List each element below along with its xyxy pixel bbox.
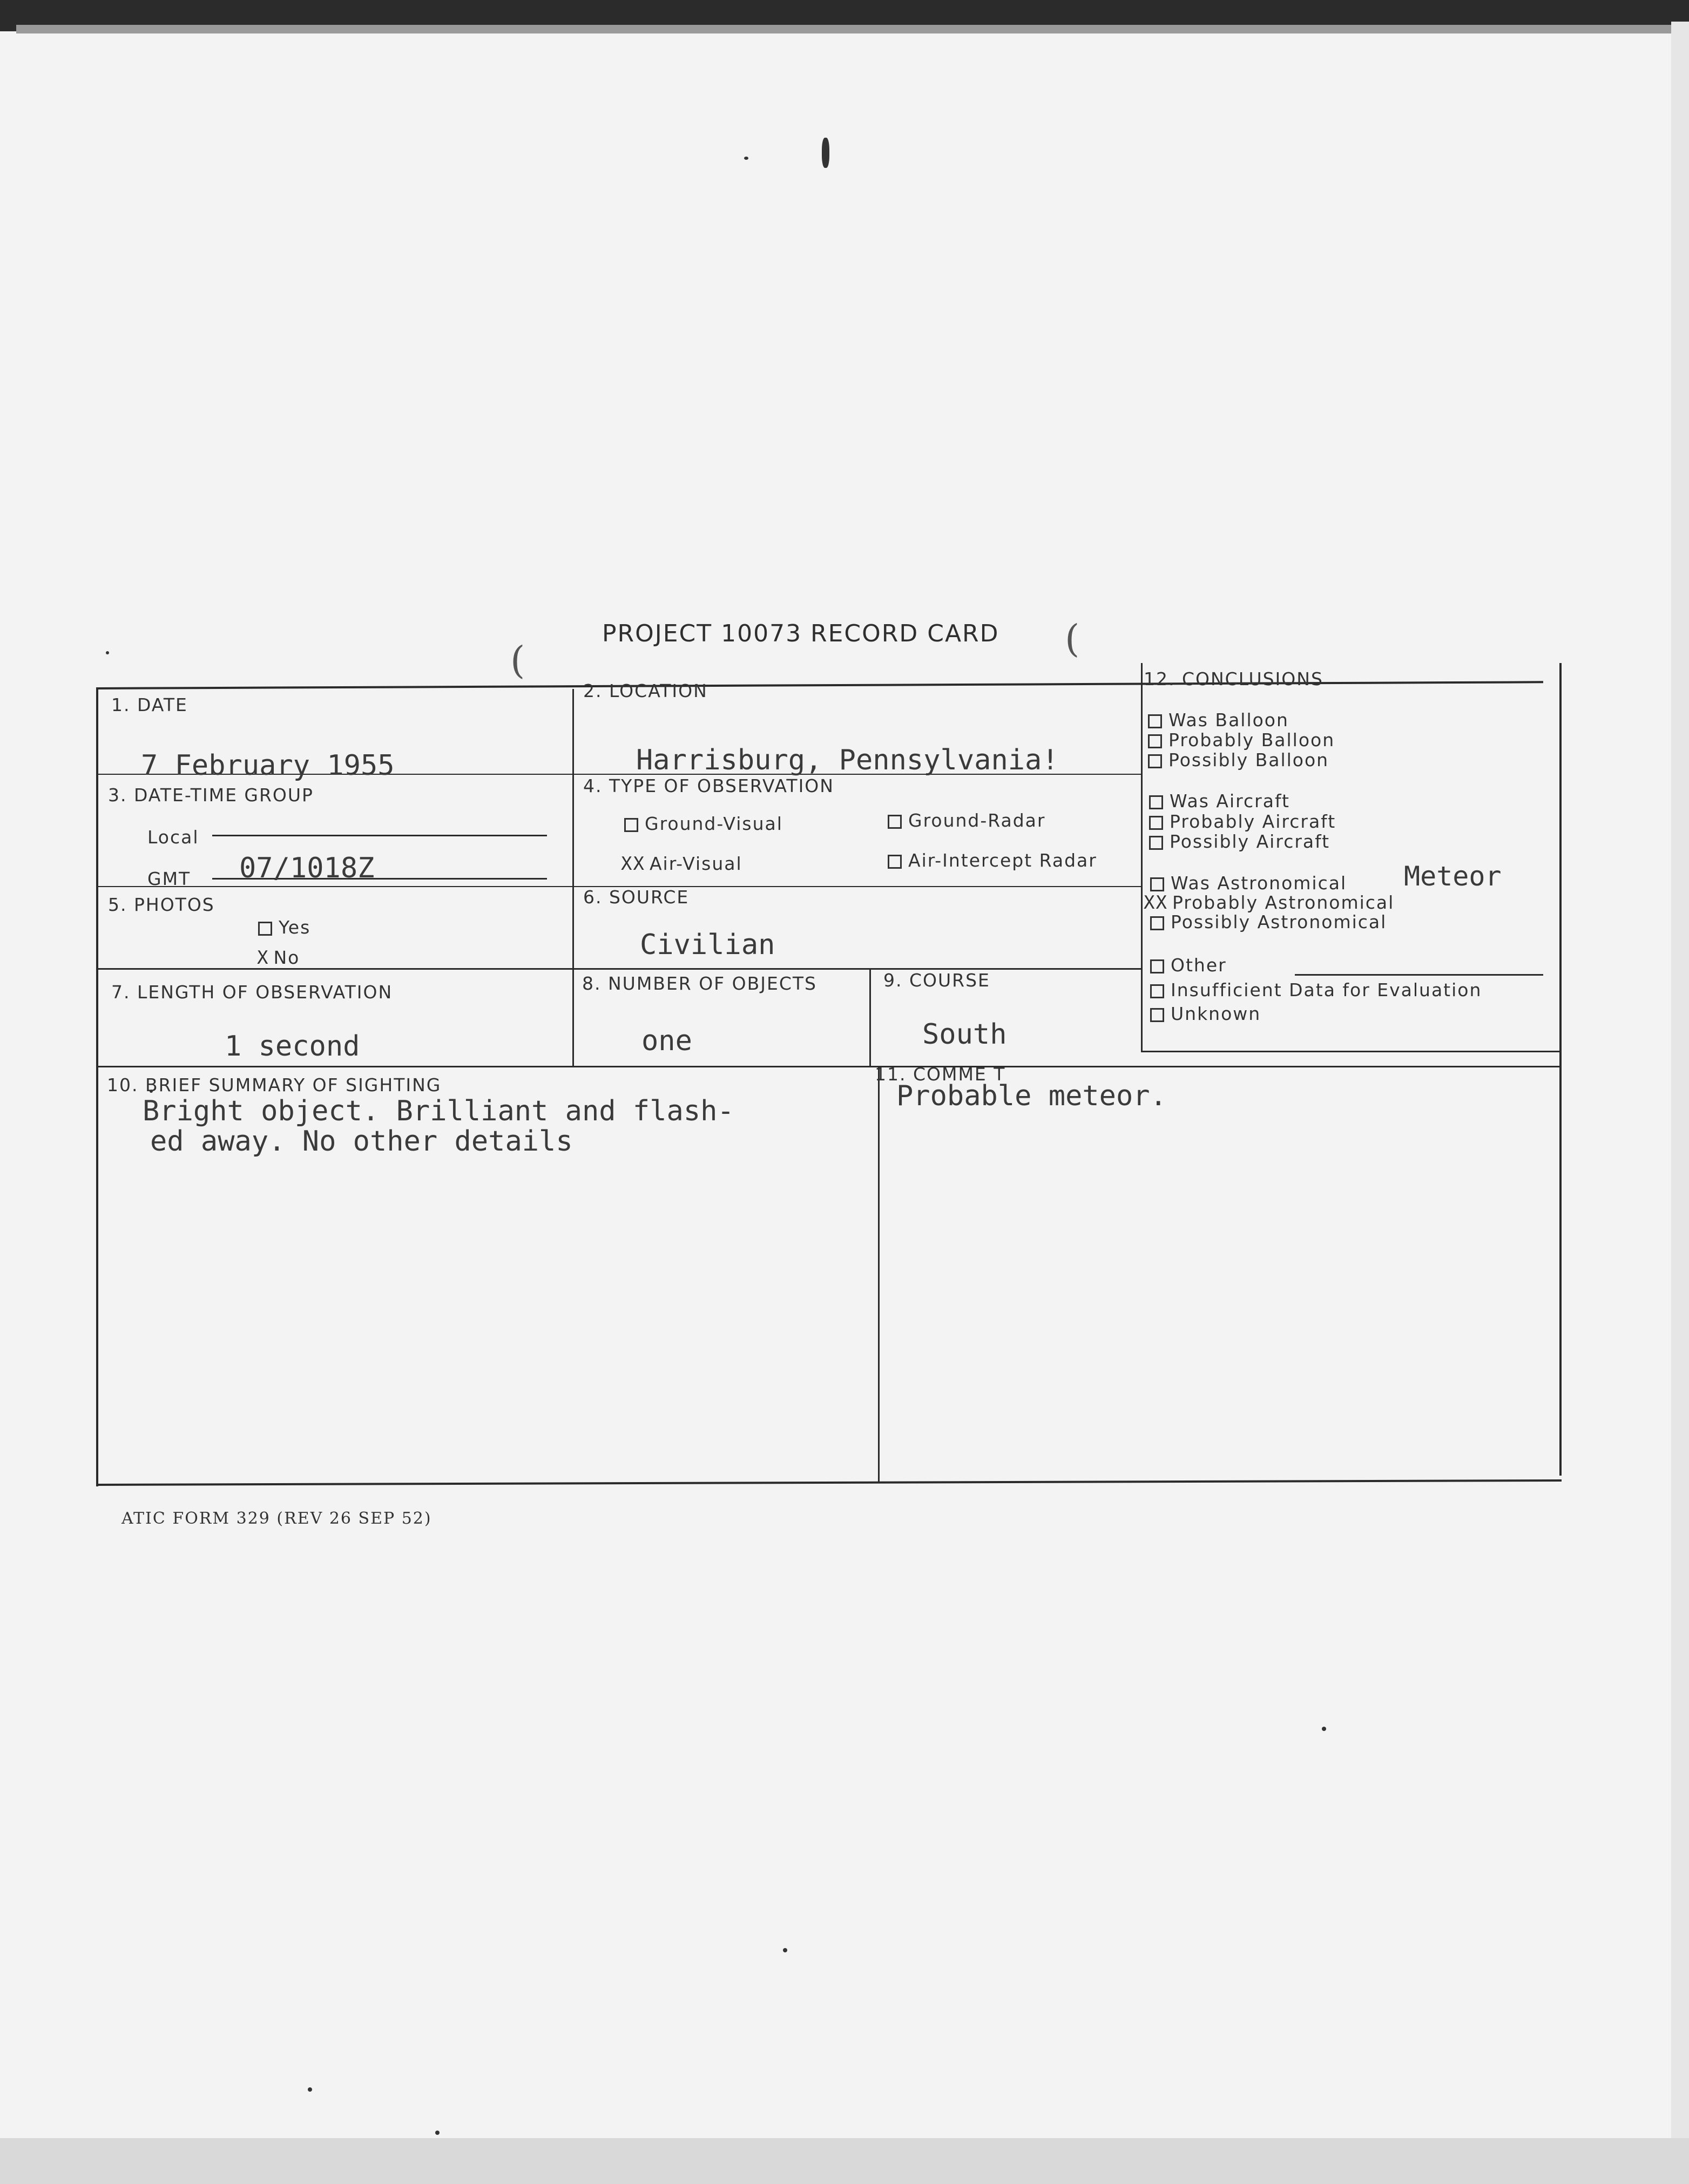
photos-yes-option — [258, 917, 310, 938]
unknown-checkbox[interactable] — [1150, 1008, 1164, 1022]
probably-balloon-text: Probably Balloon — [1168, 729, 1335, 750]
divider-v3 — [869, 968, 871, 1067]
ground-visual-text: Ground-Visual — [645, 813, 783, 834]
insufficient-text: Insufficient Data for Evaluation — [1171, 979, 1482, 1000]
dust-speck — [106, 651, 109, 654]
conclusion-unknown — [1150, 1003, 1261, 1024]
possibly-astronomical-checkbox[interactable] — [1150, 916, 1164, 930]
summary-line-1: Bright object. Brilliant and flash- — [143, 1095, 734, 1127]
summary-line-2: ed away. No other details — [150, 1125, 573, 1158]
paren-mark: ( — [1065, 617, 1080, 661]
summary-label: 10. BRIEF SUMMARY OF SIGHTING — [107, 1074, 442, 1096]
datetime-group-label: 3. DATE-TIME GROUP — [108, 785, 314, 806]
probably-balloon-checkbox[interactable] — [1148, 734, 1162, 748]
card-border-top — [96, 681, 1543, 689]
conclusion-possibly-astronomical — [1150, 911, 1387, 932]
card-title: PROJECT 10073 RECORD CARD — [602, 620, 999, 647]
probably-astronomical-text: Probably Astronomical — [1172, 892, 1395, 913]
possibly-balloon-checkbox[interactable] — [1148, 754, 1162, 768]
was-astronomical-text: Was Astronomical — [1171, 873, 1347, 894]
unknown-text: Unknown — [1171, 1003, 1261, 1024]
location-label: 2. LOCATION — [583, 680, 708, 701]
local-underline — [212, 835, 547, 836]
photos-no-check-mark[interactable]: X — [257, 947, 269, 969]
record-card — [96, 663, 1559, 1486]
other-checkbox[interactable] — [1150, 959, 1164, 973]
probably-aircraft-checkbox[interactable] — [1149, 816, 1163, 830]
dust-speck — [308, 2087, 312, 2092]
air-intercept-radar-text: Air-Intercept Radar — [908, 850, 1097, 871]
photos-label: 5. PHOTOS — [108, 894, 215, 915]
astronomical-note: Meteor — [1404, 861, 1502, 892]
source-value: Civilian — [640, 929, 775, 961]
local-label: Local — [147, 827, 199, 848]
date-value: 7 February 1955 — [141, 749, 395, 782]
conclusions-label: 12. CONCLUSIONS — [1144, 668, 1323, 689]
probably-astronomical-check-mark[interactable]: XX — [1144, 892, 1168, 914]
dust-speck — [435, 2131, 440, 2135]
photos-no-option — [257, 947, 300, 969]
film-edge-bottom — [0, 2138, 1689, 2184]
conclusion-was-aircraft — [1149, 790, 1290, 812]
gmt-label: GMT — [147, 868, 191, 889]
comments-label: 11. COMME T — [875, 1064, 1006, 1085]
was-aircraft-checkbox[interactable] — [1149, 795, 1163, 809]
photos-no-text: No — [273, 947, 300, 968]
conclusion-possibly-aircraft — [1149, 831, 1330, 852]
ground-radar-text: Ground-Radar — [908, 810, 1046, 831]
divider-h4 — [96, 1066, 1559, 1067]
source-label: 6. SOURCE — [583, 887, 690, 908]
air-intercept-radar-checkbox[interactable] — [888, 855, 902, 869]
air-visual-option — [621, 853, 742, 875]
possibly-aircraft-checkbox[interactable] — [1149, 836, 1163, 850]
dust-speck — [822, 138, 829, 168]
conclusion-probably-astronomical — [1144, 892, 1394, 914]
course-label: 9. COURSE — [883, 970, 990, 991]
ground-visual-checkbox[interactable] — [624, 818, 638, 832]
card-border-bottom — [96, 1479, 1562, 1486]
length-label: 7. LENGTH OF OBSERVATION — [111, 982, 393, 1003]
card-border-right — [1559, 663, 1562, 1476]
paren-mark: ( — [510, 638, 525, 682]
divider-v1 — [572, 689, 574, 1067]
divider-h5 — [1141, 1051, 1559, 1052]
gmt-value: 07/1018Z — [239, 852, 375, 884]
probably-aircraft-text: Probably Aircraft — [1170, 811, 1336, 832]
photos-yes-checkbox[interactable] — [258, 922, 272, 936]
ground-visual-option — [624, 813, 783, 834]
divider-v2 — [1141, 663, 1143, 1052]
was-balloon-checkbox[interactable] — [1148, 714, 1162, 728]
conclusion-other — [1150, 955, 1227, 976]
conclusion-possibly-balloon — [1148, 749, 1329, 770]
conclusion-was-astronomical — [1150, 873, 1347, 894]
air-intercept-radar-option — [888, 850, 1097, 871]
was-balloon-text: Was Balloon — [1168, 709, 1289, 731]
film-edge-top-inner — [16, 25, 1689, 33]
air-visual-check-mark[interactable]: XX — [621, 853, 645, 875]
film-edge-right — [1671, 22, 1689, 2144]
was-astronomical-checkbox[interactable] — [1150, 877, 1164, 891]
conclusion-probably-balloon — [1148, 729, 1335, 750]
ground-radar-checkbox[interactable] — [888, 815, 902, 829]
length-value: 1 second — [225, 1030, 360, 1063]
air-visual-text: Air-Visual — [649, 853, 742, 874]
possibly-aircraft-text: Possibly Aircraft — [1170, 831, 1330, 852]
card-border-left — [96, 687, 98, 1486]
photos-yes-text: Yes — [279, 917, 311, 938]
insufficient-checkbox[interactable] — [1150, 984, 1164, 998]
dust-speck — [744, 157, 748, 160]
dust-speck — [1322, 1727, 1326, 1731]
number-objects-label: 8. NUMBER OF OBJECTS — [582, 973, 817, 994]
date-label: 1. DATE — [111, 694, 188, 715]
dust-speck — [783, 1948, 787, 1952]
form-footer: ATIC FORM 329 (REV 26 SEP 52) — [121, 1509, 432, 1528]
other-underline — [1295, 974, 1543, 976]
possibly-astronomical-text: Possibly Astronomical — [1171, 911, 1387, 932]
ground-radar-option — [888, 810, 1045, 831]
conclusion-was-balloon — [1148, 709, 1289, 731]
conclusion-probably-aircraft — [1149, 811, 1336, 832]
divider-v4 — [878, 1067, 880, 1483]
location-value: Harrisburg, Pennsylvania! — [636, 744, 1059, 776]
conclusion-insufficient — [1150, 979, 1482, 1000]
number-objects-value: one — [641, 1025, 692, 1057]
course-value: South — [922, 1018, 1007, 1051]
was-aircraft-text: Was Aircraft — [1170, 790, 1290, 812]
comments-value: Probable meteor. — [896, 1080, 1167, 1112]
observation-type-label: 4. TYPE OF OBSERVATION — [583, 775, 834, 796]
possibly-balloon-text: Possibly Balloon — [1168, 749, 1329, 770]
other-text: Other — [1171, 955, 1227, 976]
